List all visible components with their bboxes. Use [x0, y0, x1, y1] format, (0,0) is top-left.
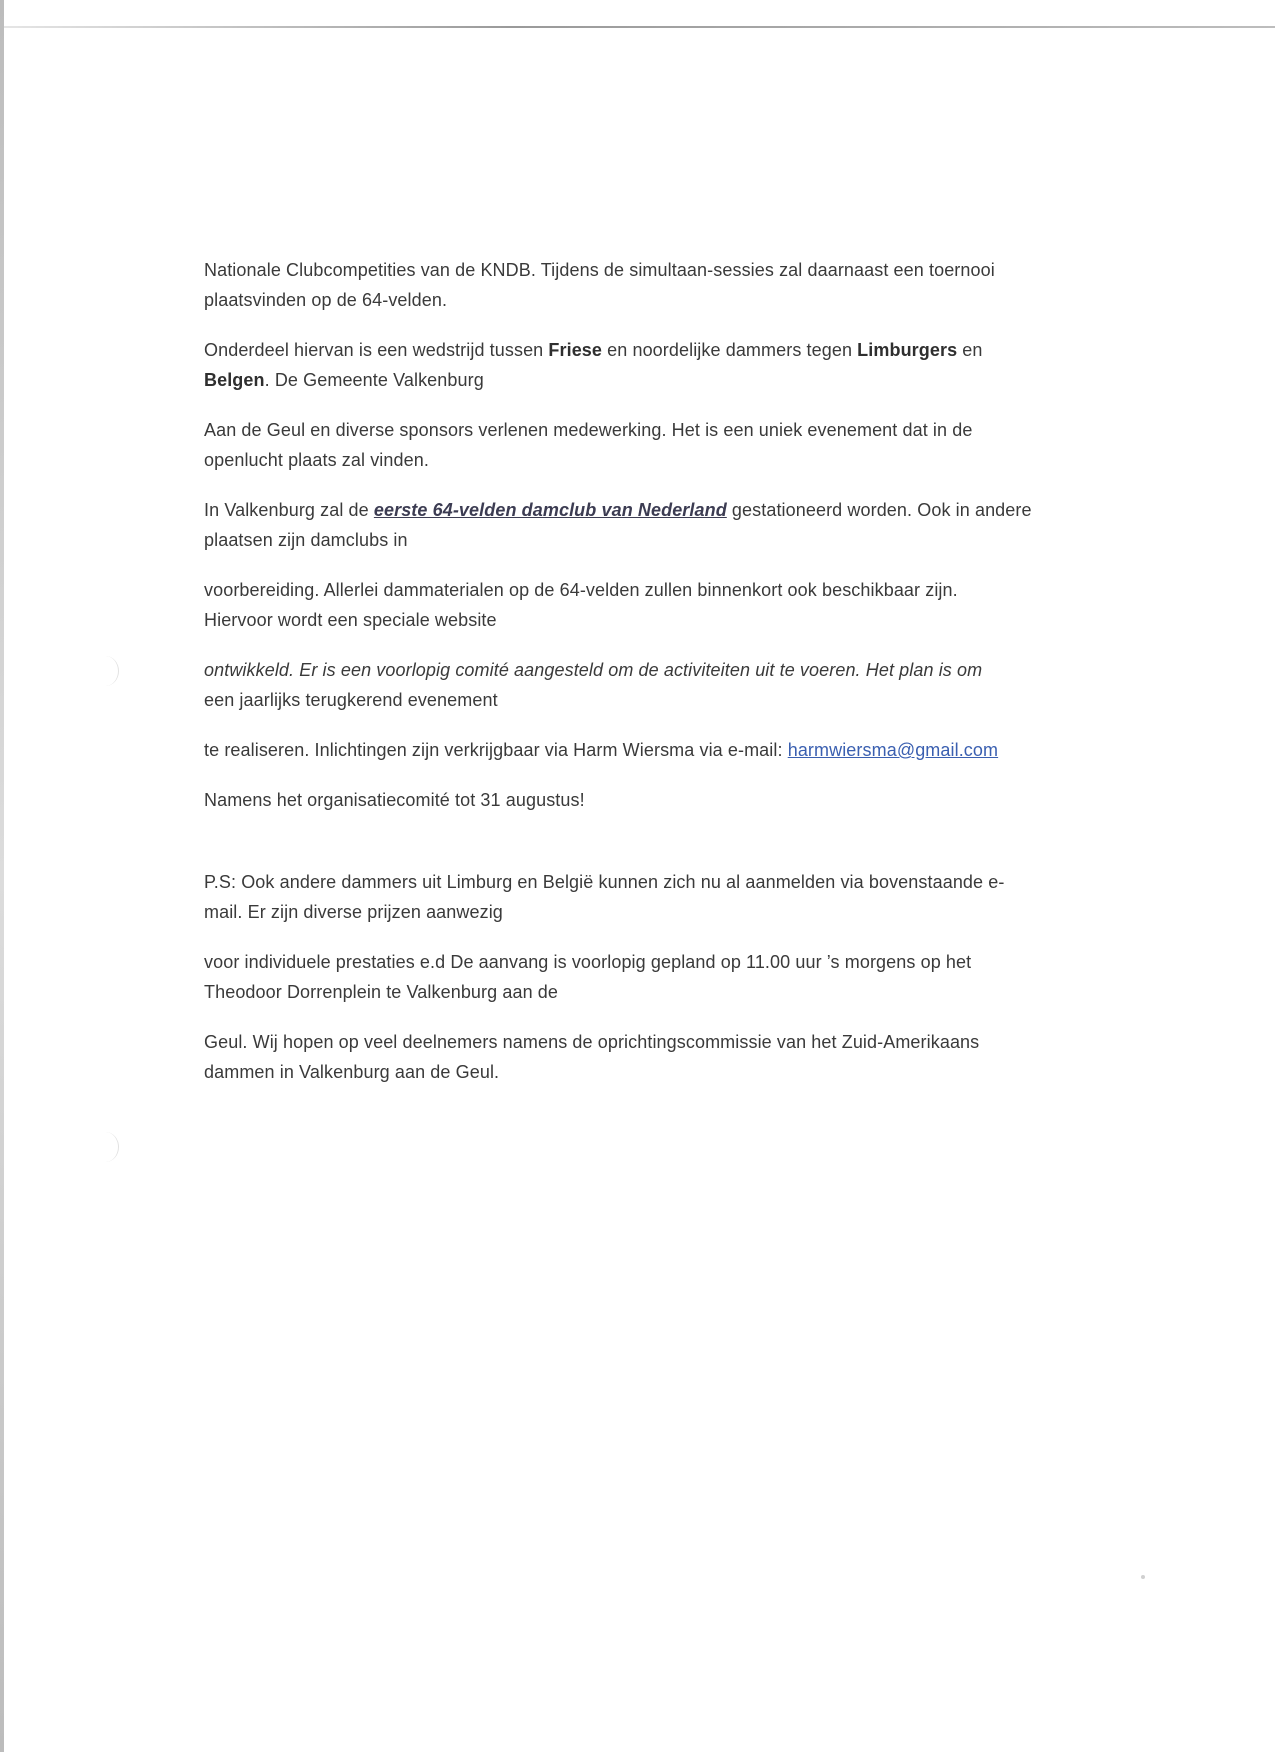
paragraph-deelnemers: [204, 1027, 1104, 1087]
paragraph-wedstrijd: [204, 335, 1104, 395]
email-link[interactable]: harmwiersma@gmail.com: [787, 740, 999, 760]
text-segment: . De Gemeente Valkenburg: [264, 370, 484, 390]
text-line: Aan de Geul en diverse sponsors verlenen medewerking. Het is een uniek evenement dat in de: [204, 420, 973, 440]
text-segment: te realiseren. Inlichtingen zijn verkrijgbaar via Harm Wiersma via e-mail:: [204, 740, 788, 760]
letter-body: [204, 255, 1104, 1107]
text-line: P.S: Ook andere dammers uit Limburg en België kunnen zich nu al aanmelden via bovenstaande e-: [204, 872, 1005, 892]
paragraph-sponsors: [204, 415, 1104, 475]
paragraph-namens: [204, 785, 1104, 815]
text-line: Hiervoor wordt een speciale website: [204, 610, 497, 630]
scan-left-edge: [0, 0, 4, 1752]
punch-hole-lower: [92, 1132, 119, 1162]
paragraph-aanvang: [204, 947, 1104, 1007]
text-segment: en: [957, 340, 983, 360]
text-line: dammen in Valkenburg aan de Geul.: [204, 1062, 500, 1082]
bold-friese: Friese: [548, 340, 603, 360]
text-line: mail. Er zijn diverse prijzen aanwezig: [204, 902, 503, 922]
bold-belgen: Belgen: [204, 370, 265, 390]
paragraph-comite: [204, 655, 1104, 715]
paragraph-voorbereiding: [204, 575, 1104, 635]
emphasis-eerste-damclub: eerste 64-velden damclub van Nederland: [373, 500, 727, 520]
text-line: voor individuele prestaties e.d De aanvang is voorlopig gepland op 11.00 uur ’s morgens op het: [204, 952, 972, 972]
paragraph-ps: [204, 867, 1104, 927]
paragraph-damclub: [204, 495, 1104, 555]
bold-limburgers: Limburgers: [857, 340, 958, 360]
text-line: plaatsvinden op de 64-velden.: [204, 290, 448, 310]
punch-hole-upper: [92, 656, 119, 686]
text-line: een jaarlijks terugkerend evenement: [204, 690, 498, 710]
text-segment: gestationeerd worden. Ook in andere: [726, 500, 1032, 520]
text-segment: In Valkenburg zal de: [204, 500, 374, 520]
paragraph-clubcompetities: [204, 255, 1104, 315]
text-segment: en noordelijke dammers tegen: [602, 340, 858, 360]
paragraph-inlichtingen: [204, 735, 1104, 765]
text-segment: Onderdeel hiervan is een wedstrijd tussen: [204, 340, 549, 360]
text-line: openlucht plaats zal vinden.: [204, 450, 429, 470]
scan-speck: [1141, 1575, 1145, 1579]
text-line: Geul. Wij hopen op veel deelnemers namens de oprichtingscommissie van het Zuid-Amerikaans: [204, 1032, 980, 1052]
text-line: Nationale Clubcompetities van de KNDB. Tijdens de simultaan-sessies zal daarnaast een toernooi: [204, 260, 995, 280]
scan-top-edge: [0, 26, 1275, 28]
text-line: plaatsen zijn damclubs in: [204, 530, 408, 550]
text-line: Namens het organisatiecomité tot 31 augustus!: [204, 790, 585, 810]
text-line: voorbereiding. Allerlei dammaterialen op de 64-velden zullen binnenkort ook beschikbaar zijn.: [204, 580, 958, 600]
text-line: Theodoor Dorrenplein te Valkenburg aan de: [204, 982, 559, 1002]
text-line: ontwikkeld. Er is een voorlopig comité aangesteld om de activiteiten uit te voeren. Het plan is om: [204, 660, 983, 680]
